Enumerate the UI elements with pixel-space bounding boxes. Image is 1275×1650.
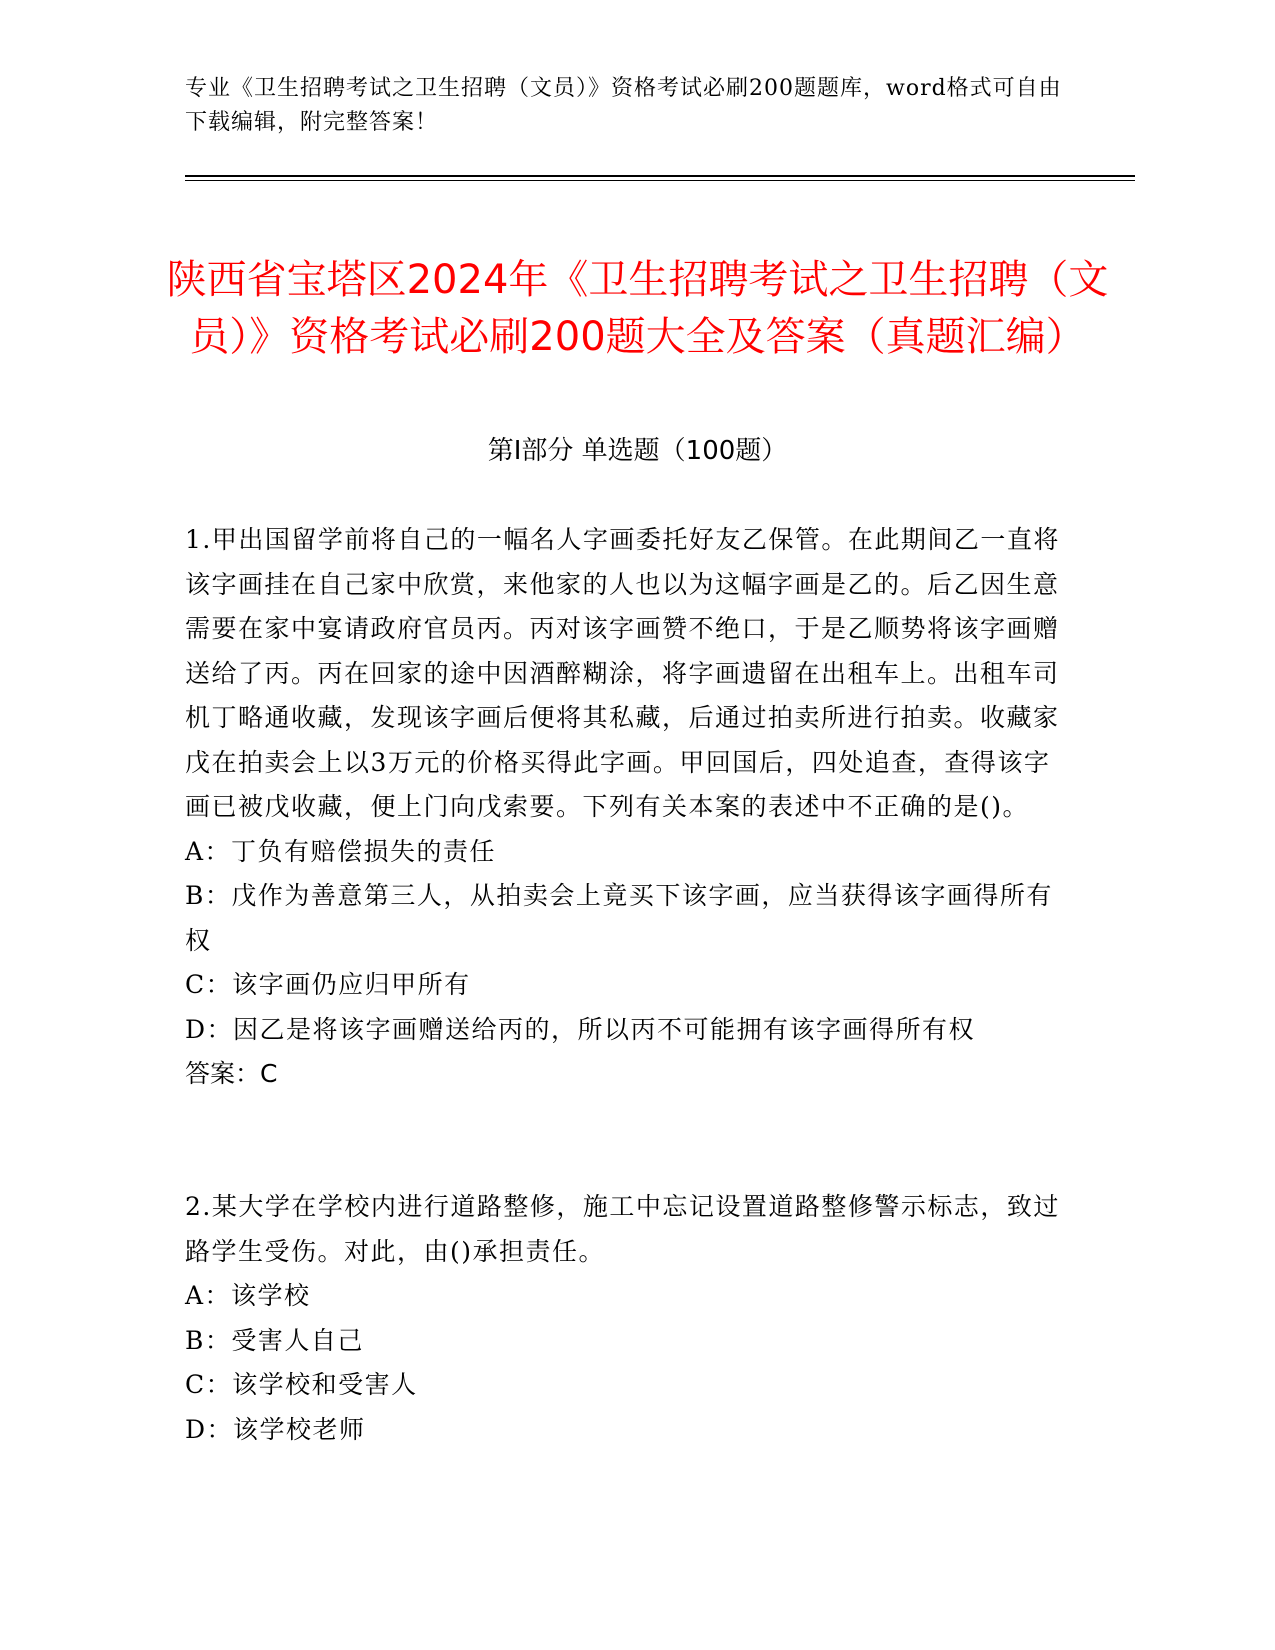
header-note: 专业《卫生招聘考试之卫生招聘（文员）》资格考试必刷200题题库，word格式可自由下载编辑，附完整答案！ xyxy=(185,76,1062,135)
option-d: D：因乙是将该字画赠送给丙的，所以丙不可能拥有该字画得所有权 xyxy=(185,1014,976,1044)
question-1 xyxy=(185,518,1065,1097)
question-stem: 1.甲出国留学前将自己的一幅名人字画委托好友乙保管。在此期间乙一直将该字画挂在自己家中欣赏，来他家的人也以为这幅字画是乙的。后乙因生意需要在家中宴请政府官员丙。丙对该字画赞不绝口，于是乙顺势将该字画赠送给了丙。丙在回家的途中因酒醉糊涂，将字画遗留在出租车上。出租车司机丁略通收藏，发现该字画后便将其私藏，后通过拍卖所进行拍卖。收藏家戊在拍卖会上以3万元的价格买得此字画。甲回国后，四处追查，查得该字画已被戊收藏，便上门向戊索要。下列有关本案的表述中不正确的是()。 xyxy=(185,525,1060,821)
document-title: 陕西省宝塔区2024年《卫生招聘考试之卫生招聘（文员）》资格考试必刷200题大全及答案（真题汇编） xyxy=(166,256,1109,360)
question-2 xyxy=(185,1185,1065,1452)
option-c: C：该字画仍应归甲所有 xyxy=(185,970,471,999)
option-a: A：丁负有赔偿损失的责任 xyxy=(185,836,497,866)
option-a: A：该学校 xyxy=(185,1281,311,1310)
header-rule-thick xyxy=(185,175,1135,177)
question-stem: 2.某大学在学校内进行道路整修，施工中忘记设置道路整修警示标志，致过路学生受伤。对此，由()承担责任。 xyxy=(185,1192,1060,1266)
option-d: D：该学校老师 xyxy=(185,1414,366,1444)
option-b: B：受害人自己 xyxy=(185,1325,364,1355)
section-heading: 第Ⅰ部分 单选题（100题） xyxy=(487,436,788,466)
header-rule-thin xyxy=(185,180,1135,181)
option-c: C：该学校和受害人 xyxy=(185,1370,418,1399)
answer-text: 答案：C xyxy=(185,1059,278,1088)
option-b: B：戊作为善意第三人，从拍卖会上竟买下该字画，应当获得该字画得所有权 xyxy=(185,881,1053,955)
